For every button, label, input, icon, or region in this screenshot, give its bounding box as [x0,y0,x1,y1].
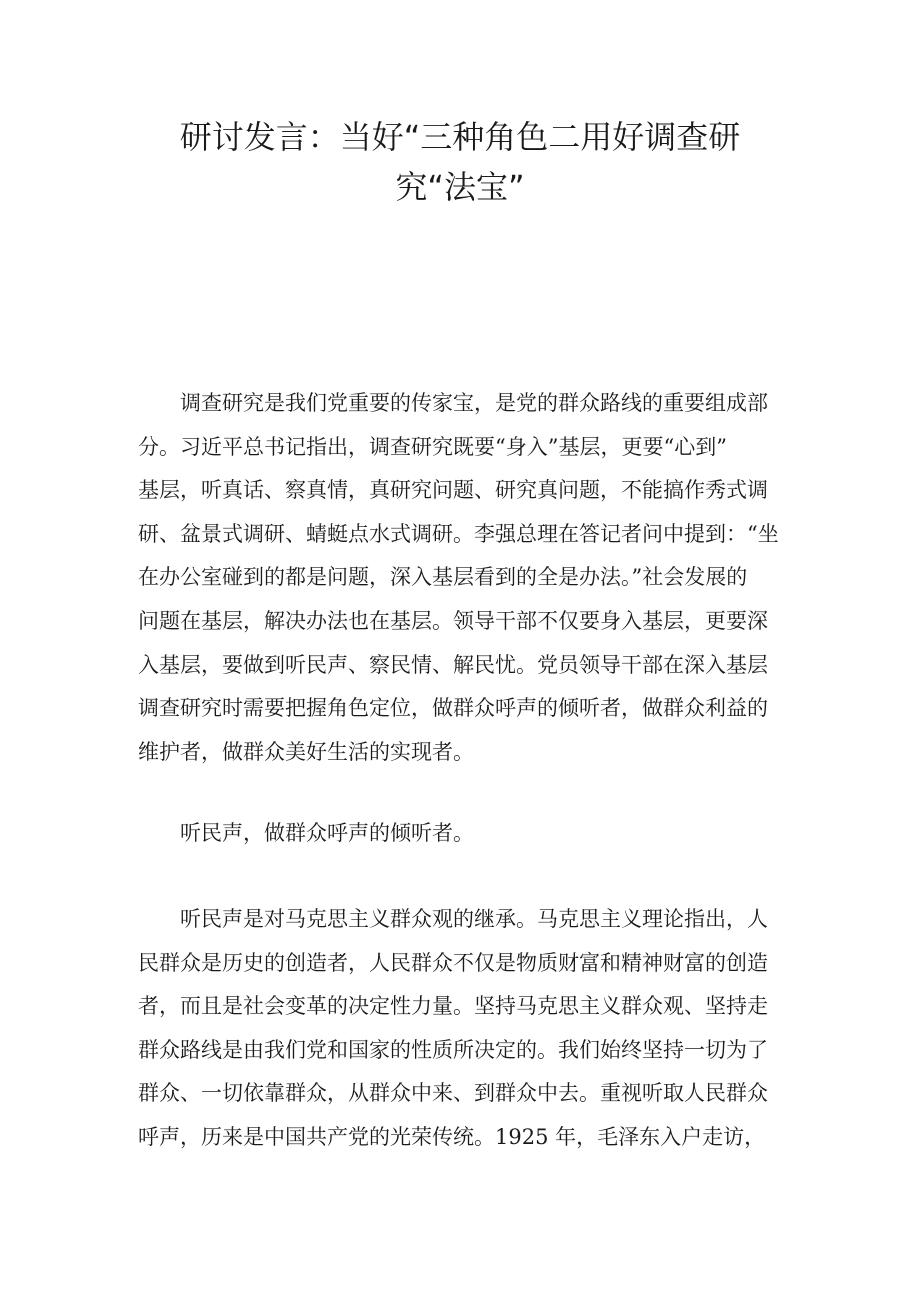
title-line: 研讨发言：当好“三种角色二用好调查研 [179,118,741,156]
text-line: 入基层，要做到听民声、察民情、解民忧。党员领导干部在深入基层 [138,652,768,677]
text-line: 调查研究时需要把握角色定位，做群众呼声的倾听者，做群众利益的 [138,696,768,721]
text-line: 调查研究是我们党重要的传家宝，是党的群众路线的重要组成部 [138,391,768,415]
text-line: 问题在基层，解决办法也在基层。领导干部不仅要身入基层，更要深 [138,608,768,633]
text-line: 民群众是历史的创造者，人民群众不仅是物质财富和精神财富的创造 [138,950,768,975]
text-line: 分。习近平总书记指出，调查研究既要“身入”基层，更要“心到” [138,434,727,459]
paragraph-listen [138,898,786,1160]
text-line: 维护者，做群众美好生活的实现者。 [138,739,474,764]
text-line: 听民声是对马克思主义群众观的继承。马克思主义理论指出，人 [138,907,768,931]
text-line: 听民声，做群众呼声的倾听者。 [138,821,474,845]
text-line: 呼声，历来是中国共产党的光荣传统。1925 年，毛泽东入户走访， [138,1124,766,1149]
text-line: 研、盆景式调研、蜻蜓点水式调研。李强总理在答记者问中提到：“坐 [138,521,779,546]
text-line: 群众、一切依靠群众，从群众中来、到群众中去。重视听取人民群众 [138,1081,768,1106]
text-line: 基层，听真话、察真情，真研究问题、研究真问题，不能搞作秀式调 [138,478,768,503]
paragraph-intro [138,382,786,774]
text-line: 者，而且是社会变革的决定性力量。坚持马克思主义群众观、坚持走 [138,994,768,1019]
section-heading [138,812,786,856]
text-line: 在办公室碰到的都是问题，深入基层看到的全是办法。”社会发展的 [138,565,748,590]
title-line: 究“法宝” [395,168,525,206]
document-title [140,112,780,212]
text-line: 群众路线是由我们党和国家的性质所决定的。我们始终坚持一切为了 [138,1037,768,1062]
